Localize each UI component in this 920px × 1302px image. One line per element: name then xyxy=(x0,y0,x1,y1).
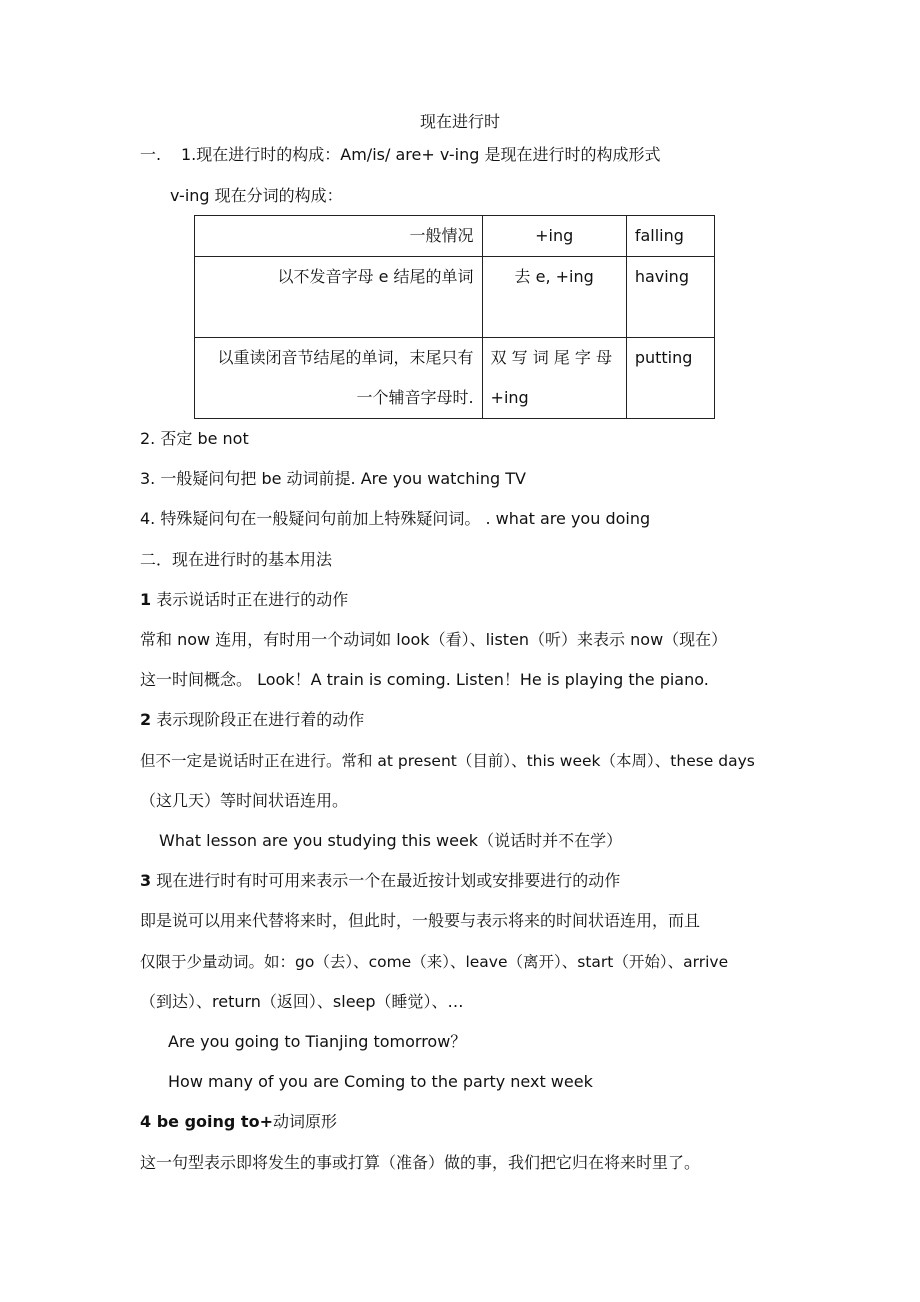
usage-2-example: What lesson are you studying this week（说话时并不在学） xyxy=(159,831,623,850)
usage-2-line-1: 但不一定是说话时正在进行。常和 at present（目前）、this week（本周）、these days xyxy=(140,752,755,770)
usage-4-heading xyxy=(140,1111,337,1133)
usage-3-line-2: 仅限于少量动词。如：go（去）、come（来）、leave（离开）、start（开始）、arrive xyxy=(140,953,729,971)
table-row xyxy=(195,216,715,257)
usage-3-title: 现在进行时有时可用来表示一个在最近按计划或安排要进行的动作 xyxy=(151,871,621,890)
table-cell-rule: 去 e, +ing xyxy=(482,257,626,338)
section-1-item-4: 4. 特殊疑问句在一般疑问句前加上特殊疑问词。 . what are you doing xyxy=(140,509,651,528)
usage-1-title: 表示说话时正在进行的动作 xyxy=(151,590,349,609)
section-1-marker: 一. xyxy=(140,145,162,164)
usage-1-line-2: 这一时间概念。 Look！A train is coming. Listen！He is playing the piano. xyxy=(140,670,709,689)
page-title: 现在进行时 xyxy=(419,112,500,131)
section-1-item-2: 2. 否定 be not xyxy=(140,429,249,448)
usage-1-heading xyxy=(140,589,348,611)
table-cell-rule: 双 写 词 尾 字 母 +ing xyxy=(482,338,626,419)
usage-4-number-title: 4 be going to+ xyxy=(140,1112,273,1131)
usage-1-number: 1 xyxy=(140,590,152,609)
table-cell-example: falling xyxy=(626,216,714,257)
ving-formation-table xyxy=(194,215,715,419)
usage-2-line-2: （这几天）等时间状语连用。 xyxy=(140,791,349,810)
usage-3-line-1: 即是说可以用来代替将来时，但此时，一般要与表示将来的时间状语连用，而且 xyxy=(140,911,701,930)
table-cell-rule: +ing xyxy=(482,216,626,257)
usage-4-line-1: 这一句型表示即将发生的事或打算（准备）做的事，我们把它归在将来时里了。 xyxy=(140,1153,701,1172)
section-1-item-3: 3. 一般疑问句把 be 动词前提. Are you watching TV xyxy=(140,469,526,488)
section-1-item-1: 1.现在进行时的构成：Am/is/ are+ v-ing 是现在进行时的构成形式 xyxy=(181,145,661,164)
usage-3-heading xyxy=(140,870,620,892)
table-row xyxy=(195,257,715,338)
ving-subheading: v-ing 现在分词的构成： xyxy=(170,186,343,205)
table-cell-condition: 一般情况 xyxy=(195,216,483,257)
table-cell-example: putting xyxy=(626,338,714,419)
usage-3-number: 3 xyxy=(140,871,152,890)
usage-2-heading xyxy=(140,709,364,731)
usage-2-title: 表示现阶段正在进行着的动作 xyxy=(151,710,365,729)
usage-3-example-2: How many of you are Coming to the party next week xyxy=(168,1072,593,1091)
usage-4-title-rest: 动词原形 xyxy=(272,1112,337,1131)
usage-3-line-3: （到达）、return（返回）、sleep（睡觉）、… xyxy=(140,992,464,1011)
section-2-heading: 二．现在进行时的基本用法 xyxy=(140,550,333,569)
table-cell-condition: 以不发音字母 e 结尾的单词 xyxy=(195,257,483,338)
usage-1-line-1: 常和 now 连用，有时用一个动词如 look（看）、listen（听）来表示 now（现在） xyxy=(140,630,728,649)
usage-2-number: 2 xyxy=(140,710,152,729)
usage-3-example-1: Are you going to Tianjing tomorrow？ xyxy=(168,1032,467,1051)
table-cell-example: having xyxy=(626,257,714,338)
table-cell-condition: 以重读闭音节结尾的单词，末尾只有一个辅音字母时. xyxy=(195,338,483,419)
table-row xyxy=(195,338,715,419)
